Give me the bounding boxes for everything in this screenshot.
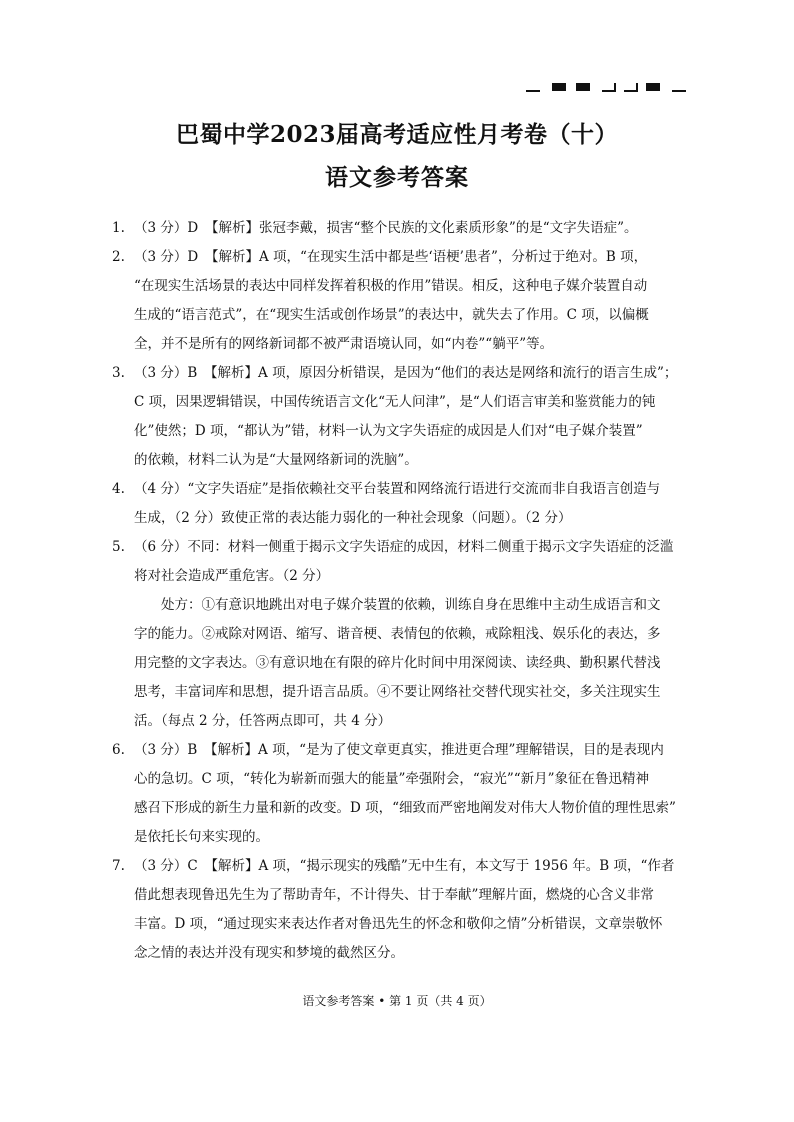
answer-line: 的依赖，材料二认为是“大量网络新词的洗脑”。 xyxy=(134,452,418,468)
answer-line: 借此想表现鲁迅先生为了帮助青年，不计得失、甘于奉献”理解片面，燃烧的心含义非常 xyxy=(134,887,654,903)
document-subtitle: 语文参考答案 xyxy=(325,164,469,191)
answer-line: 生成，（2 分）致使正常的表达能力弱化的一种社会现象（问题）。（2 分） xyxy=(134,510,572,526)
answer-line: “在现实生活场景的表达中同样发挥着积极的作用”错误。相反，这种电子媒介装置自动 xyxy=(134,278,648,294)
answer-line: 全，并不是所有的网络新词都不被严肃语境认同，如“内卷”“躺平”等。 xyxy=(134,336,554,352)
answer-line: （4 分）“文字失语症”是指依赖社交平台装置和网络流行语进行交流而非自我语言创造与 xyxy=(134,481,661,497)
answer-number: 7. xyxy=(112,858,125,874)
answer-number: 4. xyxy=(112,481,125,497)
answer-number: 6. xyxy=(112,742,125,758)
barcode-mark xyxy=(526,83,686,93)
answer-line: （3 分）B 【解析】A 项，原因分析错误，是因为“他们的表达是网络和流行的语言生成”； xyxy=(134,365,678,381)
answer-line: 思考，丰富词库和思想，提升语言品质。④不要让网络社交替代现实社交，多关注现实生 xyxy=(134,684,661,700)
answer-line: 丰富。D 项，“通过现实来表达作者对鲁迅先生的怀念和敬仰之情”分析错误，文章崇敬怀 xyxy=(134,916,663,932)
answer-line: 是依托长句来实现的。 xyxy=(134,829,269,845)
answer-number: 2. xyxy=(112,249,125,265)
answer-number: 1. xyxy=(112,220,125,236)
page-footer: 语文参考答案 • 第 1 页（共 4 页） xyxy=(302,994,492,1008)
answer-line: 活。（每点 2 分，任答两点即可，共 4 分） xyxy=(134,713,392,729)
answer-number: 3. xyxy=(112,365,125,381)
answer-line: （3 分）C 【解析】A 项，“揭示现实的残酷”无中生有，本文写于 1956 年。B 项，“作者 xyxy=(134,858,675,874)
answer-item-4 xyxy=(112,475,688,533)
answer-line: （3 分）B 【解析】A 项，“是为了使文章更真实，推进更合理”理解错误，目的是表现内 xyxy=(134,742,664,758)
answer-line: （3 分）D 【解析】张冠李戴，损害“整个民族的文化素质形象”的是“文字失语症”。 xyxy=(134,220,638,236)
answer-item-3 xyxy=(112,359,688,475)
answer-line: 化”使然；D 项，“都认为”错，材料一认为文字失语症的成因是人们对“电子媒介装置” xyxy=(134,423,643,439)
answer-item-6 xyxy=(112,736,688,852)
answer-list xyxy=(112,214,688,968)
answer-line: 感召下形成的新生力量和新的改变。D 项，“细致而严密地阐发对伟大人物价值的理性思索” xyxy=(134,800,676,816)
answer-item-7 xyxy=(112,852,688,968)
answer-item-1 xyxy=(112,214,688,243)
answer-item-5 xyxy=(112,533,688,736)
answer-line: 将对社会造成严重危害。（2 分） xyxy=(134,568,330,584)
answer-line: 生成的“语言范式”，在“现实生活或创作场景”的表达中，就失去了作用。C 项，以偏概 xyxy=(134,307,649,323)
answer-line: 处方：①有意识地跳出对电子媒介装置的依赖，训练自身在思维中主动生成语言和文 xyxy=(161,597,661,613)
answer-line: C 项，因果逻辑错误，中国传统语言文化“无人问津”，是“人们语言审美和鉴赏能力的钝 xyxy=(134,394,656,410)
document-title: 巴蜀中学2023届高考适应性月考卷（十） xyxy=(175,121,618,148)
answer-line: 心的急切。C 项，“转化为崭新而强大的能量”牵强附会，“寂光”“新月”象征在鲁迅精神 xyxy=(134,771,650,787)
answer-line: 字的能力。②戒除对网语、缩写、谐音梗、表情包的依赖，戒除粗浅、娱乐化的表达，多 xyxy=(134,626,661,642)
answer-number: 5. xyxy=(112,539,125,555)
answer-line: （6 分）不同：材料一侧重于揭示文字失语症的成因，材料二侧重于揭示文字失语症的泛滥 xyxy=(134,539,674,555)
answer-line: 念之情的表达并没有现实和梦境的截然区分。 xyxy=(134,945,404,961)
answer-line: （3 分）D 【解析】A 项，“在现实生活中都是些‘语梗’患者”，分析过于绝对。B 项， xyxy=(134,249,648,265)
answer-line: 用完整的文字表达。③有意识地在有限的碎片化时间中用深阅读、读经典、勤积累代替浅 xyxy=(134,655,661,671)
answer-item-2 xyxy=(112,243,688,359)
